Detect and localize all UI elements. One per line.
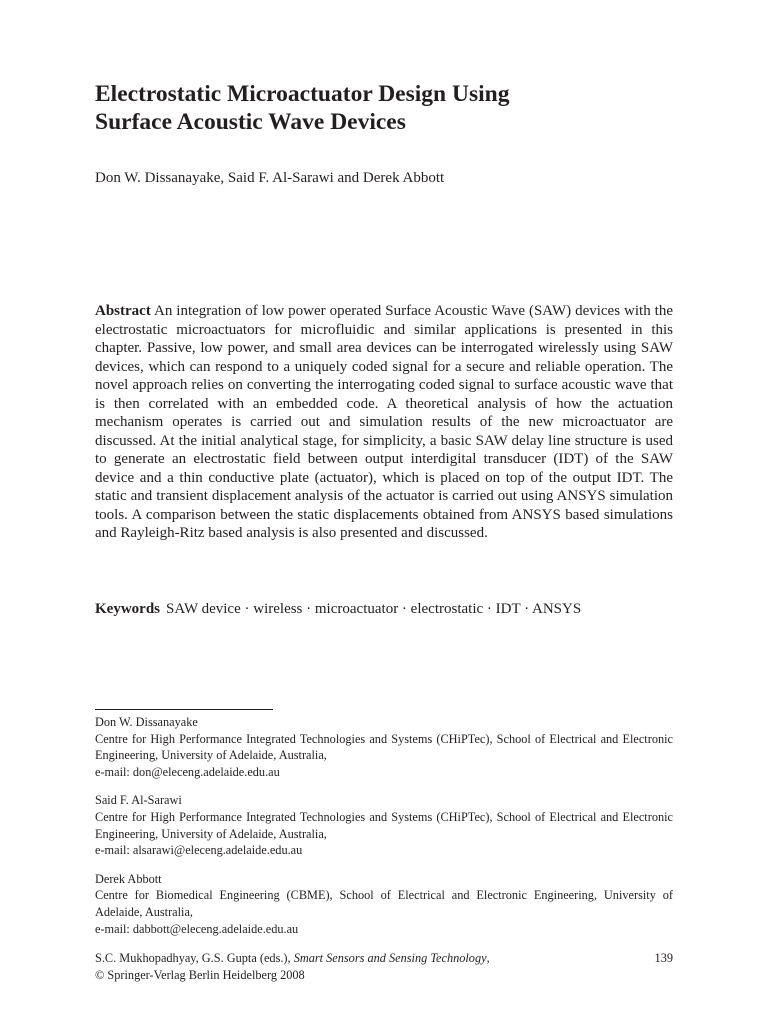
title-line-1: Electrostatic Microactuator Design Using xyxy=(95,81,510,107)
affiliation-al-sarawi xyxy=(95,792,673,858)
affiliation-address: Centre for High Performance Integrated Technologies and Systems (CHiPTec), School of Electrical and Electronic Engineering, University of Adelaide, Australia, xyxy=(95,809,673,841)
affiliation-email: e-mail: don@eleceng.adelaide.edu.au xyxy=(95,764,280,779)
affiliation-abbott xyxy=(95,871,673,937)
citation-line xyxy=(95,950,673,967)
paper-title xyxy=(95,80,673,136)
affiliations xyxy=(95,714,673,949)
abstract-label: Abstract xyxy=(95,303,151,319)
citation-comma: , xyxy=(486,951,490,965)
affiliation-name: Said F. Al-Sarawi xyxy=(95,793,182,808)
keywords xyxy=(95,599,673,619)
title-line-2: Surface Acoustic Wave Devices xyxy=(95,109,406,135)
affiliation-name: Derek Abbott xyxy=(95,871,162,886)
book-editors: S.C. Mukhopadhyay, G.S. Gupta (eds.), xyxy=(95,951,291,965)
footnote-divider xyxy=(95,709,273,710)
paper-page xyxy=(95,0,673,1024)
affiliation-address: Centre for Biomedical Engineering (CBME), School of Electrical and Electronic Engineering, University of Adelaide, Australia, xyxy=(95,888,673,919)
affiliation-address: Centre for High Performance Integrated Technologies and Systems (CHiPTec), School of Electrical and Electronic Engineering, University of Adelaide, Australia, xyxy=(95,731,673,763)
affiliation-email: e-mail: dabbott@eleceng.adelaide.edu.au xyxy=(95,921,299,936)
keywords-list: SAW device · wireless · microactuator · electrostatic · IDT · ANSYS xyxy=(166,601,582,617)
book-title: Smart Sensors and Sensing Technology xyxy=(293,951,487,965)
copyright-line: © Springer-Verlag Berlin Heidelberg 2008 xyxy=(95,968,305,982)
author-list: Don W. Dissanayake, Said F. Al-Sarawi and Derek Abbott xyxy=(95,170,445,186)
affiliation-email: e-mail: alsarawi@eleceng.adelaide.edu.au xyxy=(95,843,303,858)
abstract-text: An integration of low power operated Surface Acoustic Wave (SAW) devices with the electrostatic microactuators for microfluidic and similar applications is presented in this chapter. Passive, low power, and small area devices can be interrogated wirelessly using SAW devices, which can respond to a uniquely coded signal for a secure and reliable operation. The novel approach relies on converting the interrogating coded signal to surface acoustic wave that is then correlated with an embedded code. A theoretical analysis of how the actuation mechanism operates is carried out and simulation results of the new microactuator are discussed. At the initial analytical stage, for simplicity, a basic SAW delay line structure is used to generate an electrostatic field between output interdigital transducer (IDT) of the SAW device and a thin conductive plate (actuator), which is placed on top of the output IDT. The static and transient displacement analysis of the actuator is carried out using ANSYS simulation tools. A comparison between the static displacements obtained from ANSYS based simulations and Rayleigh-Ritz based analysis is also presented and discussed. xyxy=(95,303,673,541)
affiliation-dissanayake xyxy=(95,714,673,780)
abstract xyxy=(95,302,673,543)
affiliation-name: Don W. Dissanayake xyxy=(95,715,198,729)
keywords-label: Keywords xyxy=(95,601,160,617)
page-footer xyxy=(95,950,673,984)
page-number: 139 xyxy=(654,951,673,965)
